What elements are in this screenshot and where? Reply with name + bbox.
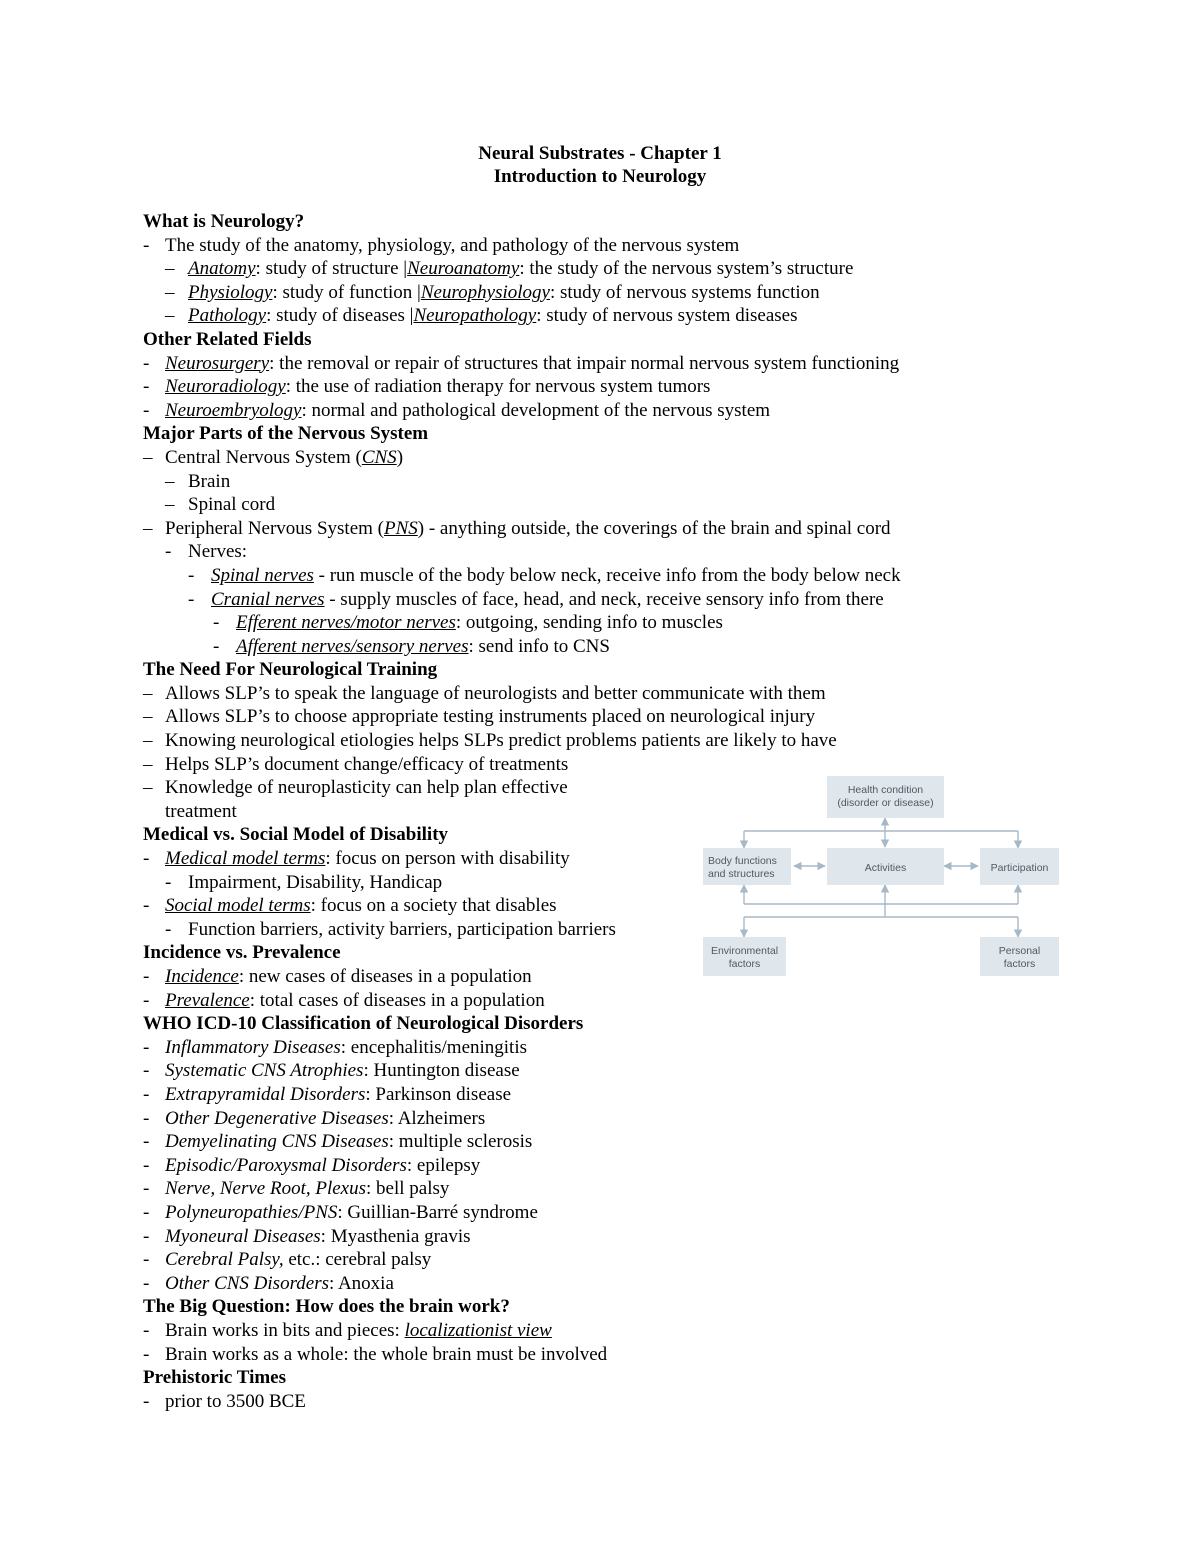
box-environmental-factors	[703, 937, 786, 976]
term: Physiology	[188, 281, 273, 303]
bullet-dash: -	[188, 588, 195, 610]
item-text: : epilepsy	[406, 1154, 481, 1176]
term: Prevalence	[165, 989, 250, 1011]
list-item	[143, 1036, 1143, 1060]
list-item	[143, 1225, 1143, 1249]
term: Systematic CNS Atrophies	[165, 1060, 364, 1082]
bullet-dash: –	[143, 777, 153, 799]
item-text: Allows SLP’s to choose appropriate testing instruments placed on neurological injury	[165, 706, 816, 728]
term: Cerebral Palsy,	[165, 1249, 284, 1271]
bullet-dash: -	[143, 1225, 150, 1247]
item-text: : Parkinson disease	[365, 1083, 512, 1105]
section-heading-need-for-training: The Need For Neurological Training	[143, 659, 438, 681]
term: Medical model terms	[165, 848, 326, 870]
list-item	[143, 517, 1143, 541]
list-item	[143, 1177, 1143, 1201]
item-text: - supply muscles of face, head, and neck, receive sensory info from there	[324, 588, 884, 610]
term: Neuroradiology	[165, 376, 286, 398]
item-text: : send info to CNS	[468, 635, 610, 657]
list-item	[143, 1130, 1143, 1154]
item-text: : the removal or repair of structures that impair normal nervous system functioning	[269, 352, 900, 374]
bullet-dash: –	[143, 446, 153, 468]
bullet-dash: -	[143, 399, 150, 421]
list-item	[143, 375, 1143, 399]
bullet-dash: -	[143, 1131, 150, 1153]
list-item	[143, 989, 1143, 1013]
item-text: : Myasthenia gravis	[320, 1225, 471, 1247]
document-title: Neural Substrates - Chapter 1	[478, 143, 722, 164]
term: Neuroembryology	[165, 399, 302, 421]
item-text: : Anoxia	[328, 1272, 394, 1294]
bullet-dash: -	[143, 1343, 150, 1365]
item-text: Knowledge of neuroplasticity can help plan effective	[165, 777, 568, 799]
bullet-dash: –	[165, 258, 175, 280]
item-text: : Guillian-Barré syndrome	[337, 1201, 538, 1223]
item-text: : study of nervous system diseases	[536, 305, 798, 327]
bullet-dash: –	[143, 730, 153, 752]
list-item	[143, 1319, 1143, 1343]
bullet-dash: -	[165, 871, 172, 893]
list-item	[143, 1248, 1143, 1272]
icf-model-diagram	[700, 775, 1062, 980]
box-label: factors	[728, 958, 761, 970]
bullet-dash: -	[143, 352, 150, 374]
list-item	[143, 352, 1143, 376]
list-item	[143, 234, 1143, 258]
bullet-dash: -	[213, 612, 220, 634]
item-text: Spinal cord	[188, 494, 276, 516]
bullet-dash: -	[188, 564, 195, 586]
item-text: : Alzheimers	[388, 1107, 486, 1129]
bullet-dash: -	[143, 234, 150, 256]
item-text: : bell palsy	[366, 1178, 450, 1200]
item-text: : focus on a society that disables	[310, 895, 557, 917]
box-label: Participation	[990, 862, 1049, 874]
box-activities	[827, 848, 944, 885]
bullet-dash: -	[165, 541, 172, 563]
bullet-dash: -	[143, 1272, 150, 1294]
item-text: Nerves:	[188, 541, 248, 563]
term: Other Degenerative Diseases	[165, 1107, 389, 1129]
box-label: Health condition	[847, 784, 924, 796]
term: Neurosurgery	[165, 352, 270, 374]
box-label: (disorder or disease)	[837, 797, 934, 809]
item-text: Impairment, Disability, Handicap	[188, 871, 443, 893]
bullet-dash: -	[143, 895, 150, 917]
section-heading-big-question: The Big Question: How does the brain work?	[143, 1296, 510, 1318]
bullet-dash: -	[165, 918, 172, 940]
bullet-dash: –	[143, 682, 153, 704]
bullet-dash: –	[143, 753, 153, 775]
bullet-dash: -	[213, 635, 220, 657]
term: Polyneuropathies/PNS	[165, 1201, 338, 1223]
bullet-dash: -	[143, 1201, 150, 1223]
bullet-dash: -	[143, 1154, 150, 1176]
box-health-condition	[827, 776, 944, 818]
box-body-functions	[703, 848, 791, 885]
list-item	[143, 470, 1143, 494]
list-item	[143, 399, 1143, 423]
box-label: Personal	[998, 945, 1041, 957]
bullet-dash: -	[143, 376, 150, 398]
bullet-dash: -	[143, 1178, 150, 1200]
term: Anatomy	[188, 258, 256, 280]
bullet-dash: -	[143, 1107, 150, 1129]
list-item	[143, 705, 1143, 729]
term: PNS	[383, 517, 418, 539]
list-item	[143, 446, 1143, 470]
box-label: Environmental	[710, 945, 779, 957]
bullet-dash: –	[165, 494, 175, 516]
item-text: : multiple sclerosis	[388, 1131, 533, 1153]
section-heading-other-related-fields: Other Related Fields	[143, 328, 312, 350]
list-item	[143, 588, 1143, 612]
item-text: : Huntington disease	[363, 1060, 520, 1082]
box-participation	[980, 848, 1059, 885]
item-text: : encephalitis/meningitis	[340, 1036, 528, 1058]
box-label: and structures	[708, 868, 775, 880]
item-text: Brain	[188, 470, 231, 492]
bullet-dash: -	[143, 1036, 150, 1058]
term: Neurophysiology	[420, 281, 550, 303]
term: Inflammatory Diseases	[165, 1036, 341, 1058]
bullet-dash: –	[165, 305, 175, 327]
bullet-dash: –	[165, 470, 175, 492]
list-item	[143, 493, 1143, 517]
term: Neuropathology	[413, 305, 537, 327]
list-item	[143, 1107, 1143, 1131]
section-heading-major-parts: Major Parts of the Nervous System	[143, 423, 429, 445]
list-item	[143, 304, 1143, 328]
bullet-dash: -	[143, 1390, 150, 1412]
list-item	[143, 1154, 1143, 1178]
bullet-dash: -	[143, 1060, 150, 1082]
bullet-dash: -	[143, 1083, 150, 1105]
box-personal-factors	[980, 937, 1059, 976]
term: Social model terms	[165, 895, 311, 917]
section-heading-what-is-neurology: What is Neurology?	[143, 211, 305, 232]
item-text: Brain works as a whole: the whole brain must be involved	[165, 1343, 608, 1365]
item-text: : study of diseases |	[266, 305, 414, 327]
item-text: : new cases of diseases in a population	[238, 966, 532, 987]
list-item	[143, 682, 1143, 706]
bullet-dash: -	[143, 966, 150, 987]
bullet-dash: –	[165, 281, 175, 303]
item-text: Peripheral Nervous System (	[165, 517, 384, 539]
item-text: treatment	[165, 800, 237, 822]
box-label: factors	[1003, 958, 1036, 970]
list-item	[143, 564, 1143, 588]
list-item	[143, 1390, 1143, 1414]
term: Pathology	[188, 305, 267, 327]
section-heading-icd10: WHO ICD-10 Classification of Neurological Disorders	[143, 1013, 584, 1035]
term: Cranial nerves	[211, 588, 325, 610]
bullet-dash: –	[143, 706, 153, 728]
section-heading-incidence-prevalence: Incidence vs. Prevalence	[143, 942, 341, 964]
term: localizationist view	[404, 1319, 552, 1341]
item-text: Brain works in bits and pieces:	[165, 1319, 405, 1341]
item-text: Helps SLP’s document change/efficacy of treatments	[165, 753, 569, 775]
item-text: : study of nervous systems function	[549, 281, 820, 303]
section-heading-prehistoric: Prehistoric Times	[143, 1367, 287, 1389]
list-item	[143, 1272, 1143, 1296]
bullet-dash: -	[143, 989, 150, 1011]
term: Myoneural Diseases	[165, 1225, 321, 1247]
item-text: : study of structure |	[255, 258, 408, 280]
item-text: : total cases of diseases in a population	[249, 989, 545, 1011]
term: Nerve, Nerve Root, Plexus	[165, 1178, 367, 1200]
item-text: : study of function |	[272, 281, 421, 303]
item-text: Allows SLP’s to speak the language of neurologists and better communicate with them	[165, 682, 826, 704]
term: Other CNS Disorders	[165, 1272, 329, 1294]
term: Afferent nerves/sensory nerves	[236, 635, 469, 657]
list-item	[143, 1201, 1143, 1225]
item-text: )	[396, 446, 404, 468]
term: Demyelinating CNS Diseases	[165, 1131, 389, 1153]
item-text: Central Nervous System (	[165, 446, 362, 468]
list-item	[143, 1059, 1143, 1083]
item-text: : outgoing, sending info to muscles	[455, 612, 723, 634]
list-item	[143, 611, 1143, 635]
box-label: Activities	[864, 862, 907, 874]
item-text: : normal and pathological development of the nervous system	[301, 399, 771, 421]
item-text: prior to 3500 BCE	[165, 1390, 306, 1412]
item-text: : the use of radiation therapy for nervous system tumors	[285, 376, 711, 398]
list-item	[143, 1083, 1143, 1107]
item-text: ) - anything outside, the coverings of the brain and spinal cord	[417, 517, 891, 539]
bullet-dash: -	[143, 848, 150, 870]
term: Spinal nerves	[211, 564, 314, 586]
item-text: Function barriers, activity barriers, participation barriers	[188, 918, 616, 940]
box-label: Body functions	[708, 855, 777, 867]
term: Extrapyramidal Disorders	[165, 1083, 366, 1105]
list-item	[143, 635, 1143, 659]
term: Episodic/Paroxysmal Disorders	[165, 1154, 407, 1176]
list-item	[143, 257, 1143, 281]
bullet-dash: -	[143, 1249, 150, 1271]
list-item	[143, 753, 1143, 777]
item-text: : focus on person with disability	[325, 848, 570, 870]
bullet-dash: –	[143, 517, 153, 539]
list-item	[143, 281, 1143, 305]
list-item	[143, 729, 1143, 753]
list-item	[143, 1343, 1143, 1367]
term: Efferent nerves/motor nerves	[236, 612, 456, 634]
term: Neuroanatomy	[407, 258, 520, 280]
item-text: : the study of the nervous system’s structure	[519, 258, 854, 280]
item-text: etc.: cerebral palsy	[283, 1249, 432, 1271]
item-text: Knowing neurological etiologies helps SLPs predict problems patients are likely to have	[165, 730, 837, 752]
item-text: - run muscle of the body below neck, receive info from the body below neck	[313, 564, 901, 586]
section-heading-disability-models: Medical vs. Social Model of Disability	[143, 824, 449, 846]
item-text: The study of the anatomy, physiology, and pathology of the nervous system	[165, 234, 740, 256]
document-subtitle: Introduction to Neurology	[493, 166, 707, 187]
list-item	[143, 540, 1143, 564]
term: Incidence	[165, 966, 239, 987]
term: CNS	[361, 446, 397, 468]
bullet-dash: -	[143, 1319, 150, 1341]
